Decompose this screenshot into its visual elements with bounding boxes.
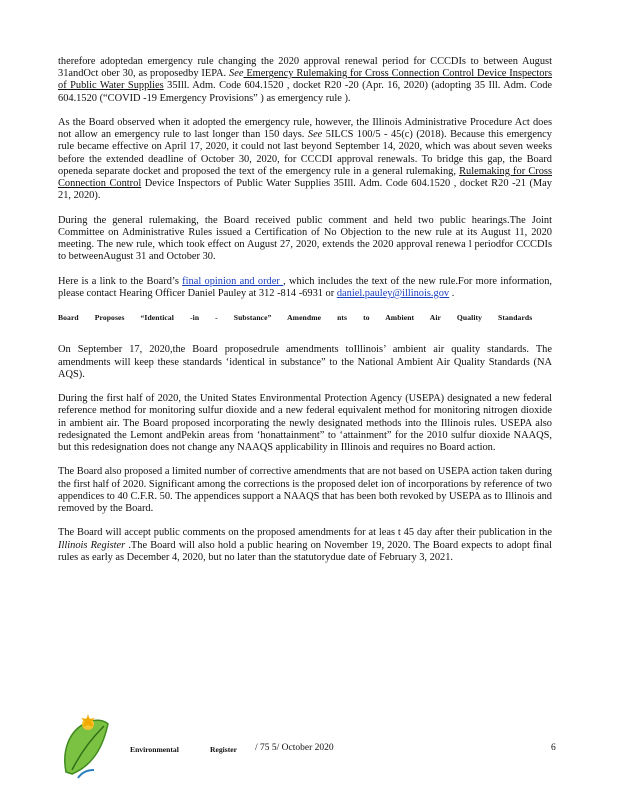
section-heading: Board Proposes “Identical -in - Substance” Amendme nts to Ambient Air Quality Standards <box>58 313 533 323</box>
paragraph-2: As the Board observed when it adopted the emergency rule, however, the Illinois Administrative Procedure Act does not allow an emergency rule to last longer than 150 days. See 5ILCS 100/5 - 45(c) (2018). Because this emergency rule became effective on April 17, 2020, it could not last beyond September 14, 2020, which was about seven weeks before the extended deadline of October 30, 2020, for CCCDI approval renewals. To bridge this gap, the Board openeda separate docket and proposed the text of the emergency rule in a general rulemaking, Rulemaking for Cross Connection Control Device Inspectors of Public Water Supplies 35Ill. Adm. Code 604.1520 , docket R20 -21 (May 21, 2020). <box>58 117 552 202</box>
paragraph-4: Here is a link to the Board’s final opinion and order , which includes the text of the new rule.For more information, please contact Hearing Officer Daniel Pauley at 312 -814 -6931 or daniel.pauley@illinois.gov . <box>58 275 552 299</box>
paragraph-1: therefore adoptedan emergency rule changing the 2020 approval renewal period for CCCDIs to between August 31andOct ober 30, as proposedby IEPA. See Emergency Rulemaking for Cross Connection Control Device Inspectors of Public Water Supplies 35Ill. Adm. Code 604.1520 , docket R20 -20 (Apr. 16, 2020) (adopting 35 Ill. Adm. Code 604.1520 (“COVID -19 Emergency Provisions” ) as emergency rule ). <box>58 56 553 104</box>
footer-register: Register <box>210 745 237 754</box>
paragraph-8: The Board will accept public comments on the proposed amendments for at leas t 45 day after their publication in the Illinois Register .The Board will also hold a public hearing on November 19, 2020. The Board expects to adopt final rules as early as December 4, 2020, but no later than the statutorydue date of February 3, 2021. <box>58 527 553 563</box>
final-opinion-link[interactable]: final opinion and order <box>182 275 284 287</box>
paragraph-3: During the general rulemaking, the Board received public comment and held two public hearings.The Joint Committee on Administrative Rules issued a Certification of No Objection to the new rule at its August 11, 2020 meeting. The new rule, which took effect on August 27, 2020, extends the 2020 approval renewa l periodfor CCCDIs to betweenAugust 31 and October 30. <box>58 214 552 263</box>
leaf-logo-icon <box>58 712 110 780</box>
rulemaking-title: Emergency Rulemaking for Cross Connection Control Device Inspectors of Public Water Supplies <box>58 68 553 92</box>
email-link[interactable]: daniel.pauley@illinois.gov <box>336 287 450 299</box>
page-footer <box>58 712 558 782</box>
see-citation: See <box>307 129 323 141</box>
footer-publication: Environmental <box>130 745 179 754</box>
paragraph-7: The Board also proposed a limited number of corrective amendments that are not based on USEPA action taken during the first half of 2020. Significant among the corrections is the proposed delet ion of incorporations by reference of two appendices to 40 C.F.R. 50. The appendices support a NAAQS that has been both revoked by USEPA as to Illinois and removed by the Board. <box>58 466 552 515</box>
paragraph-5: On September 17, 2020,the Board proposedrule amendments toIllinois’ ambient air quality standards. The amendments will keep these standards ‘identical in substance” to the National Ambient Air Quality Standards (NA AQS). <box>58 344 552 380</box>
illinois-register-italic: Illinois Register <box>58 539 126 551</box>
rulemaking-title: Rulemaking for Cross Connection Control <box>58 165 552 190</box>
document-body <box>58 56 552 576</box>
see-citation: See <box>229 68 244 80</box>
footer-volume: / 75 5/ October 2020 <box>255 743 334 753</box>
page-number: 6 <box>551 743 556 753</box>
paragraph-6: During the first half of 2020, the United States Environmental Protection Agency (USEPA) designated a new federal reference method for monitoring sulfur dioxide and a new federal equivalent method for monitoring nitrogen dioxide in ambient air. The Board proposed incorporating the newly designated methods into the Illinois rules. USEPA also redesignated the Lemont andPekin areas from ‘honattainment” to ‘attainment” for the 2010 sulfur dioxide NAAQS, but this redesignation does not change any NAAQS applicability in Illinois and requires no Board action. <box>58 393 552 454</box>
